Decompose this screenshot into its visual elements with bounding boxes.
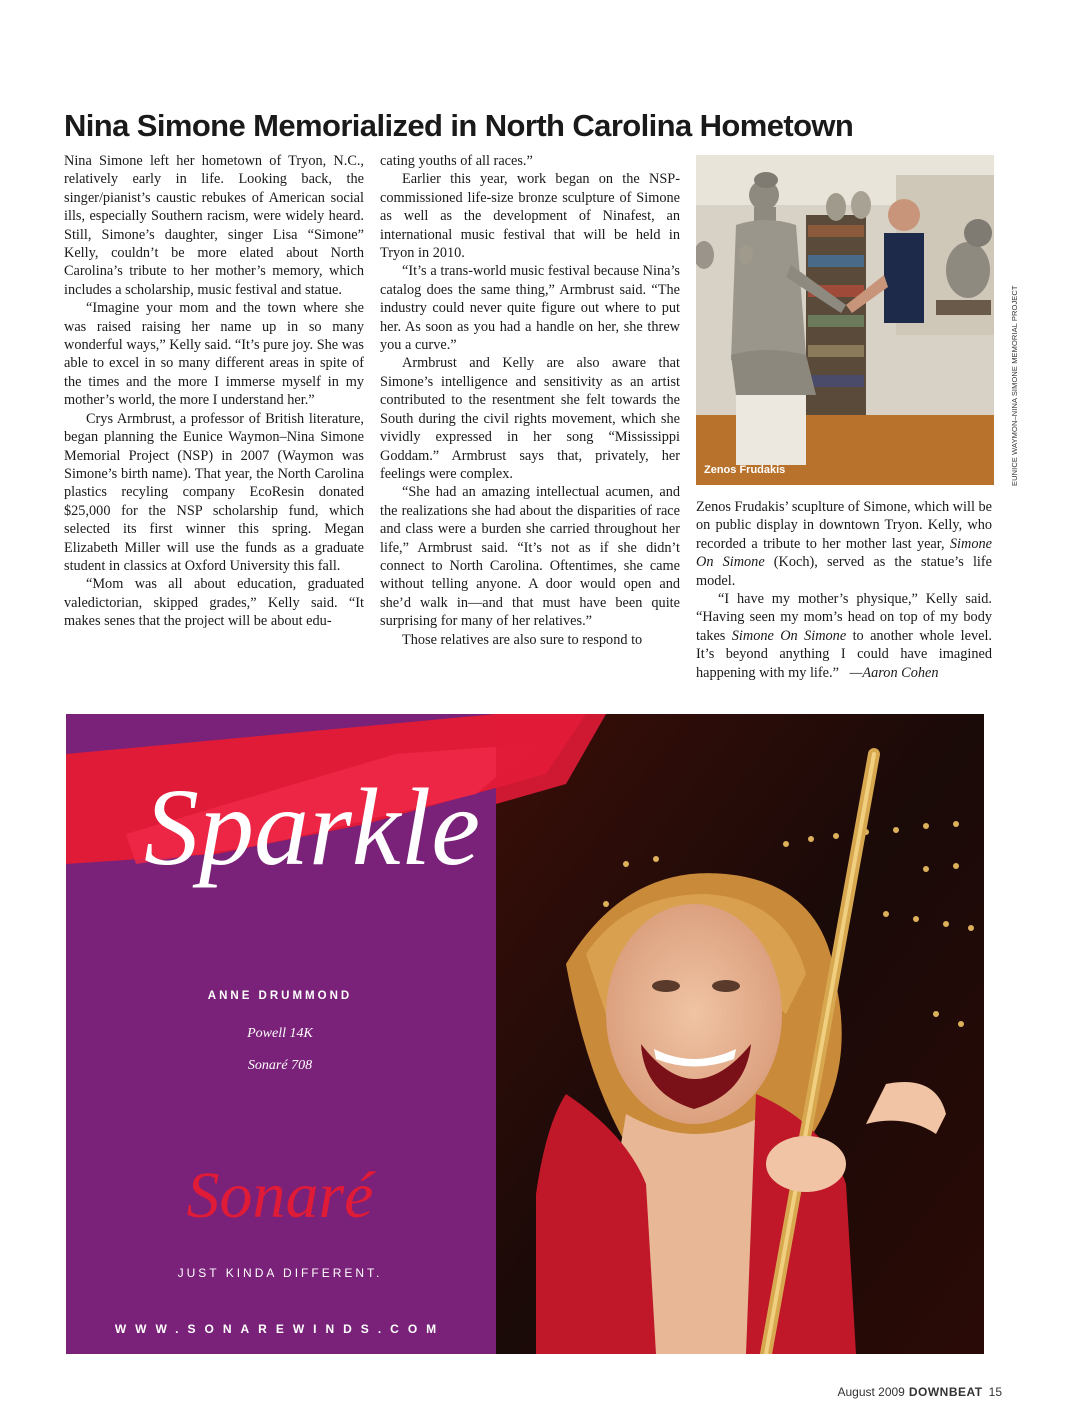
byline: —Aaron Cohen — [849, 664, 939, 681]
ad-tagline: JUST KINDA DIFFERENT. — [177, 1266, 383, 1280]
ad-artist-name: ANNE DRUMMOND — [207, 990, 353, 1002]
ad-instrument-2: Sonaré 708 — [247, 1058, 313, 1073]
photo-credit — [998, 160, 1019, 486]
article-headline: Nina Simone Memorialized in North Carolina Hometown — [64, 108, 854, 143]
album-title: Simone On Simone — [696, 535, 992, 571]
page-footer — [837, 1385, 1002, 1399]
paragraph: Nina Simone left her hometown of Tryon, N.C., relatively early in life. Looking back, the singer/pianist’s caustic rebukes of American social ills, especially Southern racism, were widely heard. Still, Simone’s daughter, singer Lisa “Simone” Kelly, couldn’t be more elated about North Carolina’s tribute to her mother’s memory, which includes a scholarship, music festival and statue. — [64, 153, 364, 298]
paragraph: Earlier this year, work began on the NSP-commissioned life-size bronze sculpture of Simone as well as the development of Ninafest, an international music festival that will be held in Tryon in 2010. — [380, 171, 680, 262]
article-column-3 — [696, 498, 992, 682]
ad-instrument-1: Powell 14K — [247, 1026, 313, 1041]
text-span: to another whole level. It’s beyond anything I could have imagined happening with my life.” — [696, 627, 992, 681]
article-column-1 — [64, 152, 364, 631]
photo-caption: Zenos Frudakis — [704, 464, 786, 476]
paragraph: “She had an amazing intellectual acumen, and the realizations she had about the disparities of race and class were a burden she carried throughout her life,” Armbrust said. “It’s not as if she didn’t connect to North Carolina. Oftentimes, she came without telling anyone. A door would open and she’d walk in—and that must have been quite surprising for many of her relatives.” — [380, 484, 680, 630]
text-span: Zenos Frudakis’ scuplture of Simone, which will be on public display in downtown Tryon. Kelly, who recorded a tribute to her mother last year, — [696, 499, 992, 552]
paragraph: Armbrust and Kelly are also aware that Simone’s intelligence and sensitivity as an artist contributed to the resentment she felt towards the South during the civil rights movement, which she vividly expressed in her song “Mississippi Goddam.” Armbrust says that, privately, her feelings were complex. — [380, 355, 680, 482]
article-column-2 — [380, 152, 680, 649]
ad-website-link[interactable]: WWW.SONAREWINDS.COM — [114, 1322, 446, 1336]
paragraph: Crys Armbrust, a professor of British literature, began planning the Eunice Waymon–Nina Simone Memorial Project (NSP) in 2007 (Waymon was Simone’s birth name). That year, the North Carolina plastics recyling company EcoResin donated $25,000 for the NSP scholarship fund, which selected its first winner this spring. Megan Elizabeth Miller will use the funds as a graduate student in classics at Oxford University this fall. — [64, 410, 364, 574]
paragraph: “Imagine your mom and the town where she was raised raising her name up in so many wonderful ways,” Kelly said. “It’s pure joy. She was able to excel in so many different areas in spite of the times and the more I immerse myself in my mother’s world, the more I understand her.” — [64, 300, 364, 409]
footer-page-number: 15 — [988, 1385, 1002, 1399]
paragraph — [696, 498, 992, 590]
sonare-advertisement — [66, 714, 984, 1354]
paragraph: “It’s a trans-world music festival because Nina’s catalog does the same thing,” Armbrust said. “The industry could never quite figure out where to put her. As soon as you had a handle on her, she threw you a curve.” — [380, 263, 680, 354]
text-span: “I have my mother’s physique,” Kelly said. “Having seen my mom’s head on top of my body takes — [696, 591, 992, 644]
photo-credit-text: EUNICE WAYMON–NINA SIMONE MEMORIAL PROJECT — [1010, 285, 1019, 486]
paragraph: cating youths of all races.” — [380, 153, 533, 169]
footer-date: August 2009 — [837, 1385, 905, 1399]
ad-headline: Sparkle — [144, 766, 481, 888]
paragraph — [696, 590, 992, 682]
sculpture-photo — [696, 155, 994, 485]
paragraph: “Mom was all about education, graduated valedictorian, skipped grades,” Kelly said. “It makes senes that the project will be about edu- — [64, 576, 364, 630]
text-span: (Koch), served as the statue’s life model. — [696, 554, 992, 589]
footer-magazine: DOWNBEAT — [908, 1385, 983, 1399]
ad-brand-logo: Sonaré — [186, 1159, 374, 1232]
paragraph: Those relatives are also sure to respond to — [402, 631, 643, 648]
album-title: Simone On Simone — [731, 627, 847, 644]
sculpture-photo-illustration — [696, 155, 994, 485]
